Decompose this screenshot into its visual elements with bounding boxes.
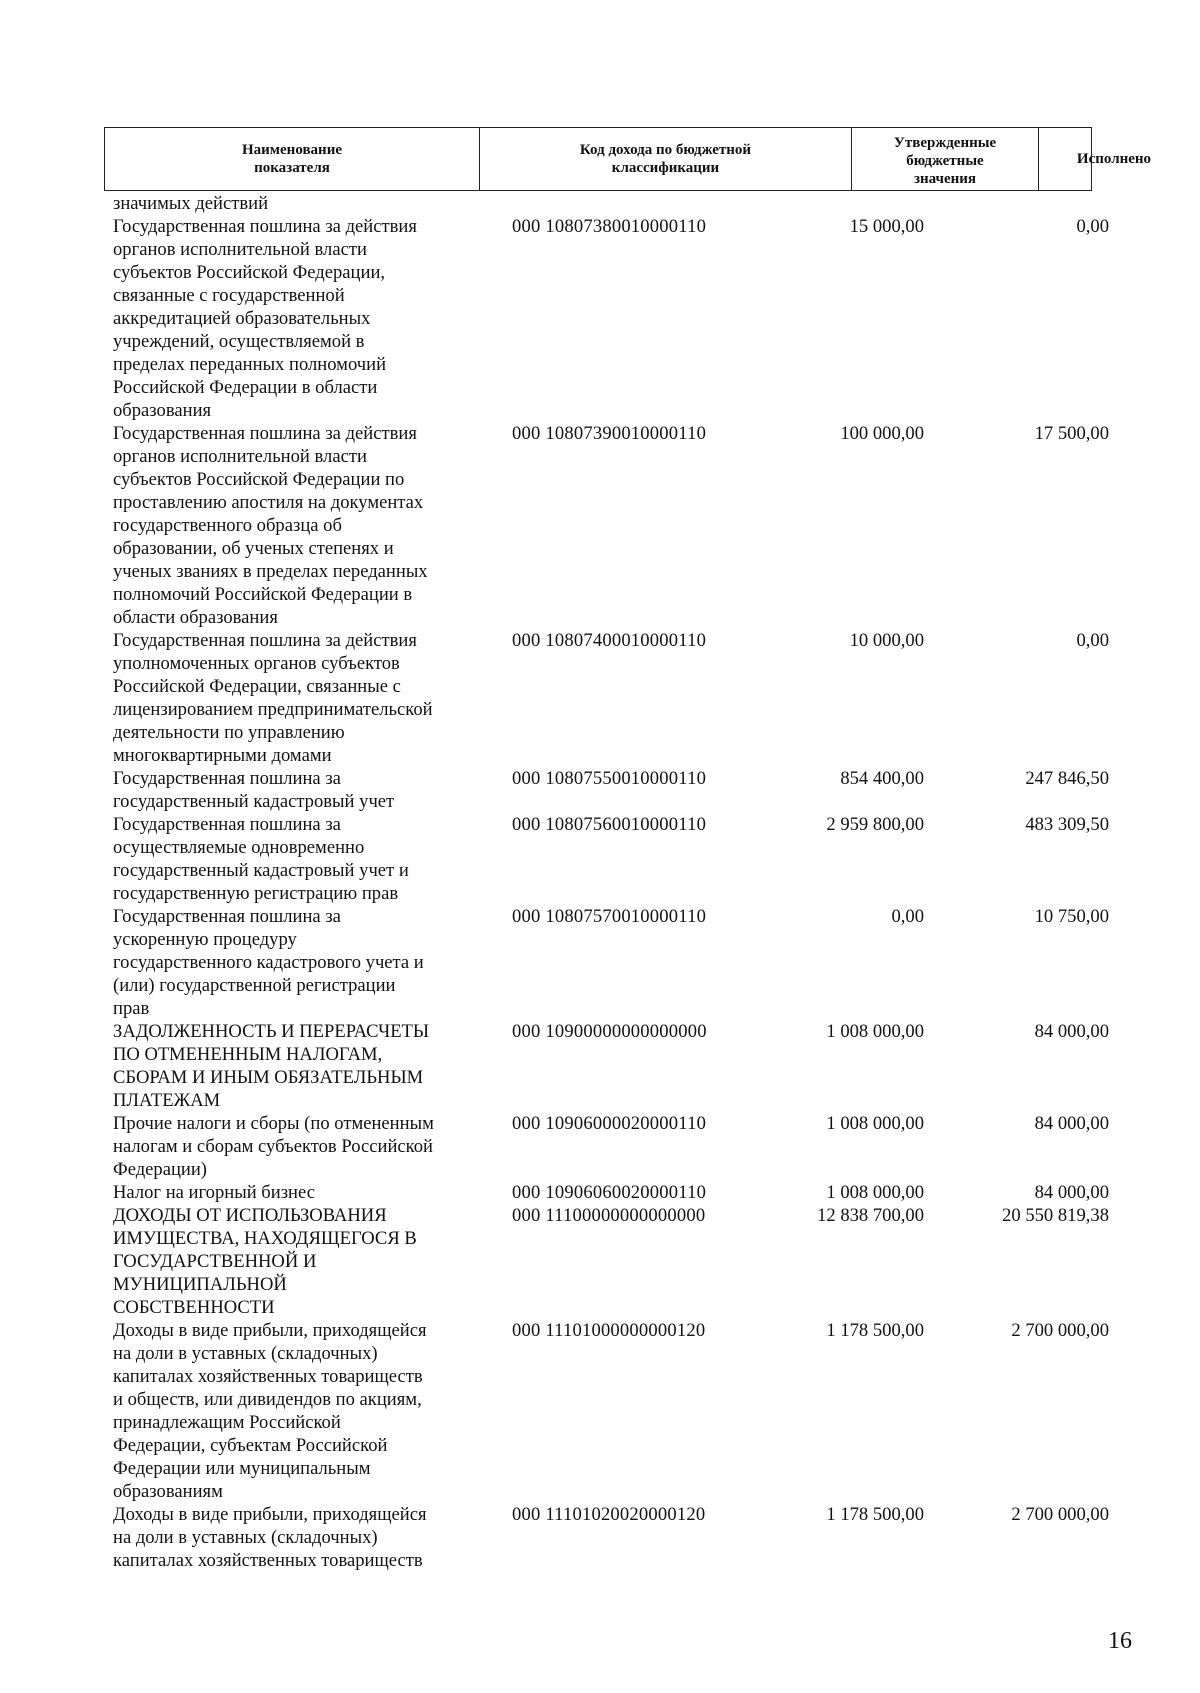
row-planned: 100 000,00 [840, 423, 924, 444]
row-name: значимых действий [113, 193, 269, 214]
row-code: 000 11101020020000120 [512, 1504, 706, 1525]
row-executed: 20 550 819,38 [1002, 1205, 1109, 1226]
row-executed: 247 846,50 [1025, 768, 1109, 789]
header-name: Наименование показателя [105, 128, 480, 190]
row-executed: 2 700 000,00 [1011, 1504, 1109, 1525]
row-code: 000 10906060020000110 [512, 1182, 707, 1203]
row-code: 000 11100000000000000 [512, 1205, 706, 1226]
row-name: Прочие налоги и сборы (по отмененным налогам и сборам субъектов Российской Федерации) [113, 1113, 434, 1180]
header-code: Код дохода по бюджетной классификации [480, 128, 852, 190]
row-planned: 1 178 500,00 [826, 1504, 924, 1525]
row-planned: 12 838 700,00 [817, 1205, 924, 1226]
row-executed: 84 000,00 [1034, 1182, 1109, 1203]
row-executed: 10 750,00 [1034, 906, 1109, 927]
row-planned: 1 008 000,00 [826, 1021, 924, 1042]
row-name: Государственная пошлина за действия органов исполнительной власти субъектов Российской Федерации, связанные с государственной аккредитацией образовательных учреждений, осуществляемой в пределах переданных полномочий Российской Федерации в области образования [113, 216, 417, 421]
row-code: 000 10807390010000110 [512, 423, 707, 444]
header-executed: Исполнено [1076, 151, 1152, 167]
row-name: Налог на игорный бизнес [113, 1182, 315, 1203]
row-executed: 84 000,00 [1034, 1113, 1109, 1134]
row-name: Государственная пошлина за осуществляемые одновременно государственный кадастровый учет и государственную регистрацию прав [113, 814, 409, 904]
row-code: 000 10807380010000110 [512, 216, 707, 237]
row-code: 000 10906000020000110 [512, 1113, 707, 1134]
row-name: Государственная пошлина за ускоренную процедуру государственного кадастрового учета и (или) государственной регистрации прав [113, 906, 424, 1019]
row-planned: 1 008 000,00 [826, 1113, 924, 1134]
row-name: ЗАДОЛЖЕННОСТЬ И ПЕРЕРАСЧЕТЫ ПО ОТМЕНЕННЫМ НАЛОГАМ, СБОРАМ И ИНЫМ ОБЯЗАТЕЛЬНЫМ ПЛАТЕЖАМ [113, 1021, 430, 1111]
row-code: 000 10807560010000110 [512, 814, 707, 835]
row-name: Государственная пошлина за государственный кадастровый учет [113, 768, 395, 812]
row-code: 000 11101000000000120 [512, 1320, 706, 1341]
row-name: Государственная пошлина за действия уполномоченных органов субъектов Российской Федерации, связанные с лицензированием предпринимательской деятельности по управлению многоквартирными домами [113, 630, 433, 766]
row-executed: 84 000,00 [1034, 1021, 1109, 1042]
row-code: 000 10807550010000110 [512, 768, 707, 789]
row-planned: 1 178 500,00 [826, 1320, 924, 1341]
row-executed: 0,00 [1076, 630, 1109, 651]
row-name: ДОХОДЫ ОТ ИСПОЛЬЗОВАНИЯ ИМУЩЕСТВА, НАХОДЯЩЕГОСЯ В ГОСУДАРСТВЕННОЙ И МУНИЦИПАЛЬНОЙ СОБСТВЕННОСТИ [113, 1205, 417, 1318]
row-executed: 483 309,50 [1025, 814, 1109, 835]
row-planned: 15 000,00 [849, 216, 924, 237]
header-planned: Утвержденные бюджетные значения [852, 128, 1039, 190]
row-planned: 854 400,00 [840, 768, 924, 789]
row-code: 000 10807570010000110 [512, 906, 707, 927]
page-number: 16 [1108, 1628, 1132, 1654]
row-name: Доходы в виде прибыли, приходящейся на доли в уставных (складочных) капиталах хозяйственных товариществ и обществ, или дивидендов по акциям, принадлежащим Российской Федерации, субъектам Российской Федерации или муниципальным образованиям [113, 1320, 427, 1502]
row-planned: 10 000,00 [849, 630, 924, 651]
row-planned: 0,00 [891, 906, 924, 927]
row-name: Государственная пошлина за действия органов исполнительной власти субъектов Российской Федерации по проставлению апостиля на документах государственного образца об образовании, об ученых степенях и ученых званиях в пределах переданных полномочий Российской Федерации в области образования [113, 423, 428, 628]
row-code: 000 10900000000000000 [512, 1021, 707, 1042]
row-planned: 2 959 800,00 [826, 814, 924, 835]
row-code: 000 10807400010000110 [512, 630, 707, 651]
row-executed: 17 500,00 [1034, 423, 1109, 444]
row-executed: 0,00 [1076, 216, 1109, 237]
row-executed: 2 700 000,00 [1011, 1320, 1109, 1341]
row-planned: 1 008 000,00 [826, 1182, 924, 1203]
row-name: Доходы в виде прибыли, приходящейся на доли в уставных (складочных) капиталах хозяйственных товариществ [113, 1504, 427, 1571]
